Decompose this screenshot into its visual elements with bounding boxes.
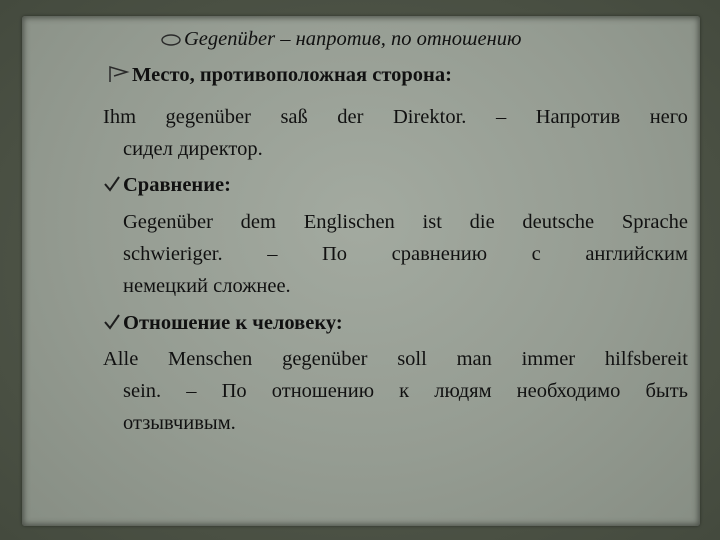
word: По — [221, 380, 247, 402]
word: к — [399, 380, 410, 402]
word: По — [322, 243, 348, 265]
open-ellipse-bullet-icon — [160, 24, 182, 58]
word: с — [531, 243, 541, 265]
word: Ihm — [103, 106, 137, 128]
section-heading-attitude-text: Отношение к человеку: — [123, 312, 343, 334]
example-comparison-line-1 — [123, 205, 688, 239]
word: сравнению — [391, 243, 488, 265]
word: ist — [422, 211, 442, 233]
word: gegenüber — [282, 348, 368, 370]
example-comparison-line-3: немецкий сложнее. — [123, 275, 291, 297]
section-heading-place-text: Место, противоположная сторона: — [132, 64, 452, 86]
pennant-flag-bullet-icon — [108, 60, 130, 94]
word: – — [495, 106, 507, 128]
word: необходимо — [516, 380, 621, 402]
example-attitude-line-1 — [103, 342, 688, 376]
slide-title — [160, 22, 720, 58]
section-heading-comparison-text: Сравнение: — [123, 174, 231, 196]
word: sein. — [123, 380, 162, 402]
word: людям — [434, 380, 492, 402]
word: быть — [645, 380, 688, 402]
word: deutsche — [522, 211, 595, 233]
word: Direktor. — [392, 106, 467, 128]
example-attitude-line-3: отзывчивым. — [123, 412, 236, 434]
word: Menschen — [168, 348, 253, 370]
word: gegenüber — [165, 106, 251, 128]
word: immer — [521, 348, 576, 370]
section-heading-comparison — [103, 168, 720, 204]
word: saß — [280, 106, 308, 128]
word: soll — [397, 348, 427, 370]
word: – — [186, 380, 197, 402]
word: английским — [585, 243, 688, 265]
word: Sprache — [621, 211, 688, 233]
checkmark-icon — [103, 308, 121, 342]
word: него — [649, 106, 688, 128]
word: – — [267, 243, 278, 265]
example-place-line-2: сидел директор. — [123, 138, 263, 160]
word: schwieriger. — [123, 243, 223, 265]
word: man — [456, 348, 492, 370]
word: die — [469, 211, 495, 233]
word: Englischen — [303, 211, 395, 233]
word: Напротив — [535, 106, 621, 128]
word: hilfsbereit — [604, 348, 688, 370]
word: Alle — [103, 348, 139, 370]
word: der — [337, 106, 364, 128]
example-attitude-line-2 — [123, 374, 688, 408]
example-place-line-1 — [103, 100, 688, 134]
word: Gegenüber — [123, 211, 213, 233]
checkmark-icon — [103, 170, 121, 204]
word: отношению — [271, 380, 375, 402]
word: dem — [240, 211, 276, 233]
section-heading-attitude — [103, 306, 720, 342]
slide-title-text: Gegenüber – напротив, по отношению — [184, 28, 522, 50]
example-comparison-line-2 — [123, 237, 688, 271]
section-heading-place — [108, 58, 720, 94]
